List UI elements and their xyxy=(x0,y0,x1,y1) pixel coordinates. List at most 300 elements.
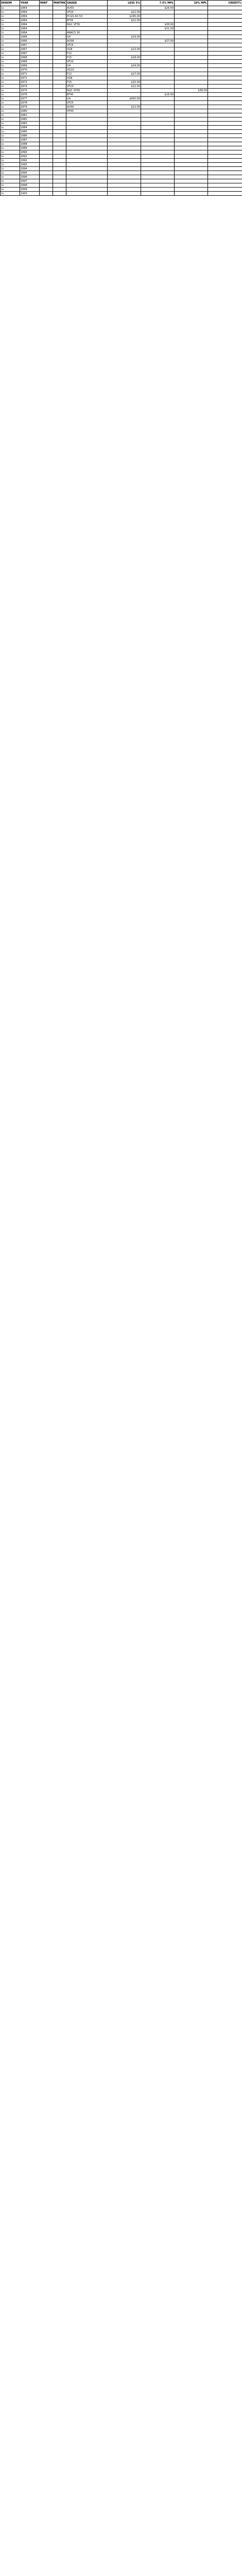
cell-less-5pct[interactable]: $14.00 xyxy=(108,35,141,39)
cell-10pct-mpl[interactable] xyxy=(175,72,208,76)
cell-10pct-mpl[interactable]: $38.00 xyxy=(175,89,208,93)
cell-mint[interactable] xyxy=(40,188,53,192)
cell-year[interactable]: 1890 xyxy=(20,150,40,155)
cell-credit-pct[interactable] xyxy=(208,175,242,179)
cell-10pct-mpl[interactable] xyxy=(175,122,208,126)
cell-7-5pct-mpl[interactable] xyxy=(141,188,175,192)
cell-credit-pct[interactable] xyxy=(208,163,242,167)
cell-10pct-mpl[interactable] xyxy=(175,31,208,35)
cell-credit-pct[interactable] xyxy=(208,27,242,31)
cell-mint[interactable] xyxy=(40,101,53,105)
cell-denom[interactable]: 1c xyxy=(1,47,20,52)
cell-year[interactable]: 1876 xyxy=(20,93,40,97)
cell-denom[interactable]: 1c xyxy=(1,31,20,35)
header-less-5pct[interactable]: LESS 5% xyxy=(108,1,141,6)
cell-10pct-mpl[interactable] xyxy=(175,146,208,150)
cell-denom[interactable]: 1c xyxy=(1,35,20,39)
cell-mintmk[interactable] xyxy=(53,76,66,80)
cell-mint[interactable] xyxy=(40,167,53,171)
cell-7-5pct-mpl[interactable] xyxy=(141,138,175,142)
cell-less-5pct[interactable] xyxy=(108,23,141,27)
cell-10pct-mpl[interactable] xyxy=(175,14,208,19)
cell-7-5pct-mpl[interactable] xyxy=(141,122,175,126)
cell-grade[interactable]: EF40 xyxy=(66,93,108,97)
cell-mint[interactable] xyxy=(40,19,53,23)
cell-less-5pct[interactable] xyxy=(108,117,141,122)
cell-grade[interactable] xyxy=(66,138,108,142)
cell-7-5pct-mpl[interactable] xyxy=(141,97,175,101)
cell-10pct-mpl[interactable] xyxy=(175,167,208,171)
cell-credit-pct[interactable] xyxy=(208,171,242,175)
cell-less-5pct[interactable]: $17.00 xyxy=(108,72,141,76)
cell-less-5pct[interactable] xyxy=(108,134,141,138)
cell-10pct-mpl[interactable] xyxy=(175,52,208,56)
cell-year[interactable]: 1891 xyxy=(20,155,40,159)
cell-10pct-mpl[interactable] xyxy=(175,188,208,192)
cell-7-5pct-mpl[interactable] xyxy=(141,64,175,68)
cell-10pct-mpl[interactable] xyxy=(175,101,208,105)
cell-mintmk[interactable] xyxy=(53,89,66,93)
cell-year[interactable]: 1872 xyxy=(20,76,40,80)
cell-7-5pct-mpl[interactable] xyxy=(141,150,175,155)
cell-denom[interactable]: 1c xyxy=(1,175,20,179)
cell-mintmk[interactable] xyxy=(53,105,66,109)
cell-grade[interactable] xyxy=(66,142,108,146)
cell-year[interactable]: 1864 xyxy=(20,31,40,35)
cell-grade[interactable] xyxy=(66,179,108,183)
cell-mint[interactable] xyxy=(40,122,53,126)
cell-mintmk[interactable] xyxy=(53,64,66,68)
cell-mint[interactable] xyxy=(40,6,53,10)
cell-denom[interactable]: 1c xyxy=(1,109,20,113)
cell-mintmk[interactable] xyxy=(53,142,66,146)
cell-less-5pct[interactable] xyxy=(108,27,141,31)
cell-less-5pct[interactable] xyxy=(108,192,141,196)
cell-grade[interactable]: NGC VF35 xyxy=(66,23,108,27)
cell-7-5pct-mpl[interactable] xyxy=(141,19,175,23)
cell-10pct-mpl[interactable] xyxy=(175,80,208,84)
cell-10pct-mpl[interactable] xyxy=(175,126,208,130)
cell-less-5pct[interactable] xyxy=(108,101,141,105)
cell-less-5pct[interactable] xyxy=(108,122,141,126)
cell-less-5pct[interactable] xyxy=(108,175,141,179)
cell-10pct-mpl[interactable] xyxy=(175,134,208,138)
cell-7-5pct-mpl[interactable] xyxy=(141,31,175,35)
cell-mintmk[interactable] xyxy=(53,183,66,188)
cell-10pct-mpl[interactable] xyxy=(175,138,208,142)
cell-grade[interactable]: G4 xyxy=(66,64,108,68)
cell-year[interactable]: 1900 xyxy=(20,192,40,196)
cell-10pct-mpl[interactable] xyxy=(175,60,208,64)
cell-grade[interactable]: VG10 xyxy=(66,68,108,72)
cell-grade[interactable] xyxy=(66,171,108,175)
cell-mint[interactable] xyxy=(40,35,53,39)
header-denom[interactable]: DENOM xyxy=(1,1,20,6)
cell-denom[interactable]: 1c xyxy=(1,52,20,56)
cell-year[interactable]: 1867 xyxy=(20,47,40,52)
cell-credit-pct[interactable] xyxy=(208,97,242,101)
cell-7-5pct-mpl[interactable] xyxy=(141,47,175,52)
cell-credit-pct[interactable] xyxy=(208,188,242,192)
cell-year[interactable]: 1866 xyxy=(20,39,40,43)
cell-grade[interactable]: XF40 xyxy=(66,109,108,113)
cell-7-5pct-mpl[interactable]: $38.00 xyxy=(141,23,175,27)
cell-denom[interactable]: 1c xyxy=(1,64,20,68)
cell-mint[interactable] xyxy=(40,68,53,72)
cell-mint[interactable] xyxy=(40,150,53,155)
cell-less-5pct[interactable] xyxy=(108,52,141,56)
cell-10pct-mpl[interactable] xyxy=(175,155,208,159)
cell-mint[interactable] xyxy=(40,23,53,27)
cell-year[interactable]: 1879 xyxy=(20,105,40,109)
cell-10pct-mpl[interactable] xyxy=(175,159,208,163)
cell-mint[interactable] xyxy=(40,93,53,97)
cell-mintmk[interactable] xyxy=(53,68,66,72)
cell-10pct-mpl[interactable] xyxy=(175,163,208,167)
cell-mint[interactable] xyxy=(40,52,53,56)
cell-denom[interactable]: 1c xyxy=(1,101,20,105)
cell-credit-pct[interactable] xyxy=(208,31,242,35)
cell-mintmk[interactable] xyxy=(53,126,66,130)
cell-grade[interactable]: ANACS 30 xyxy=(66,31,108,35)
cell-10pct-mpl[interactable] xyxy=(175,150,208,155)
header-mintmk[interactable]: MINTMK xyxy=(53,1,66,6)
cell-mintmk[interactable] xyxy=(53,146,66,150)
cell-denom[interactable]: 1c xyxy=(1,68,20,72)
cell-denom[interactable]: 1c xyxy=(1,60,20,64)
cell-mint[interactable] xyxy=(40,126,53,130)
cell-mintmk[interactable] xyxy=(53,109,66,113)
cell-mintmk[interactable] xyxy=(53,27,66,31)
cell-7-5pct-mpl[interactable] xyxy=(141,109,175,113)
cell-less-5pct[interactable]: $22.00 xyxy=(108,10,141,14)
cell-mint[interactable] xyxy=(40,113,53,117)
cell-grade[interactable]: AU55 xyxy=(66,6,108,10)
cell-less-5pct[interactable] xyxy=(108,68,141,72)
cell-year[interactable]: 1885 xyxy=(20,130,40,134)
cell-year[interactable]: 1870 xyxy=(20,68,40,72)
header-year[interactable]: YEAR xyxy=(20,1,40,6)
cell-7-5pct-mpl[interactable] xyxy=(141,171,175,175)
cell-mintmk[interactable] xyxy=(53,39,66,43)
cell-credit-pct[interactable] xyxy=(208,23,242,27)
cell-less-5pct[interactable]: $195.00 xyxy=(108,14,141,19)
cell-less-5pct[interactable] xyxy=(108,60,141,64)
cell-less-5pct[interactable] xyxy=(108,150,141,155)
cell-denom[interactable]: 1c xyxy=(1,150,20,155)
cell-mintmk[interactable] xyxy=(53,23,66,27)
cell-credit-pct[interactable] xyxy=(208,130,242,134)
cell-10pct-mpl[interactable] xyxy=(175,10,208,14)
cell-denom[interactable]: 1c xyxy=(1,159,20,163)
cell-7-5pct-mpl[interactable] xyxy=(141,14,175,19)
cell-credit-pct[interactable] xyxy=(208,19,242,23)
cell-credit-pct[interactable] xyxy=(208,60,242,64)
cell-7-5pct-mpl[interactable] xyxy=(141,60,175,64)
cell-year[interactable]: 1867 xyxy=(20,43,40,47)
cell-7-5pct-mpl[interactable]: $37.00 xyxy=(141,39,175,43)
cell-mintmk[interactable] xyxy=(53,56,66,60)
cell-credit-pct[interactable] xyxy=(208,80,242,84)
cell-credit-pct[interactable] xyxy=(208,101,242,105)
cell-denom[interactable]: 1c xyxy=(1,6,20,10)
cell-denom[interactable]: 1c xyxy=(1,72,20,76)
cell-10pct-mpl[interactable] xyxy=(175,192,208,196)
cell-year[interactable]: 1881 xyxy=(20,113,40,117)
cell-mintmk[interactable] xyxy=(53,163,66,167)
cell-denom[interactable]: 1c xyxy=(1,39,20,43)
cell-mint[interactable] xyxy=(40,192,53,196)
header-mint[interactable]: MINT xyxy=(40,1,53,6)
cell-10pct-mpl[interactable] xyxy=(175,56,208,60)
cell-grade[interactable] xyxy=(66,188,108,192)
cell-denom[interactable]: 1c xyxy=(1,80,20,84)
cell-denom[interactable]: 1c xyxy=(1,89,20,93)
cell-grade[interactable]: VG8 xyxy=(66,47,108,52)
cell-10pct-mpl[interactable] xyxy=(175,179,208,183)
cell-10pct-mpl[interactable] xyxy=(175,183,208,188)
cell-7-5pct-mpl[interactable] xyxy=(141,192,175,196)
cell-7-5pct-mpl[interactable] xyxy=(141,183,175,188)
cell-grade[interactable] xyxy=(66,146,108,150)
cell-mint[interactable] xyxy=(40,39,53,43)
cell-credit-pct[interactable] xyxy=(208,93,242,97)
cell-credit-pct[interactable] xyxy=(208,43,242,47)
cell-grade[interactable]: VF25 xyxy=(66,101,108,105)
cell-grade[interactable]: VF20 xyxy=(66,60,108,64)
cell-credit-pct[interactable] xyxy=(208,68,242,72)
cell-credit-pct[interactable] xyxy=(208,117,242,122)
cell-year[interactable]: 1892 xyxy=(20,159,40,163)
cell-mintmk[interactable] xyxy=(53,72,66,76)
cell-grade[interactable]: VG8 xyxy=(66,76,108,80)
cell-less-5pct[interactable]: $12.00 xyxy=(108,105,141,109)
cell-denom[interactable]: 1c xyxy=(1,142,20,146)
cell-mintmk[interactable] xyxy=(53,93,66,97)
cell-mintmk[interactable] xyxy=(53,19,66,23)
cell-less-5pct[interactable] xyxy=(108,171,141,175)
cell-grade[interactable]: PCGS AU 53 xyxy=(66,14,108,19)
cell-denom[interactable]: 1c xyxy=(1,183,20,188)
cell-10pct-mpl[interactable] xyxy=(175,109,208,113)
cell-year[interactable]: 1869 xyxy=(20,64,40,68)
cell-denom[interactable]: 1c xyxy=(1,97,20,101)
cell-credit-pct[interactable] xyxy=(208,126,242,130)
cell-less-5pct[interactable] xyxy=(108,146,141,150)
cell-credit-pct[interactable] xyxy=(208,167,242,171)
cell-less-5pct[interactable]: $18.00 xyxy=(108,56,141,60)
cell-7-5pct-mpl[interactable] xyxy=(141,52,175,56)
cell-less-5pct[interactable] xyxy=(108,109,141,113)
cell-less-5pct[interactable]: $15.00 xyxy=(108,80,141,84)
cell-10pct-mpl[interactable] xyxy=(175,97,208,101)
cell-mintmk[interactable] xyxy=(53,43,66,47)
cell-grade[interactable]: F12 xyxy=(66,52,108,56)
cell-mintmk[interactable] xyxy=(53,113,66,117)
cell-less-5pct[interactable] xyxy=(108,31,141,35)
cell-less-5pct[interactable]: $24.00 xyxy=(108,64,141,68)
cell-grade[interactable]: G4 xyxy=(66,35,108,39)
cell-credit-pct[interactable] xyxy=(208,105,242,109)
cell-credit-pct[interactable] xyxy=(208,56,242,60)
cell-7-5pct-mpl[interactable] xyxy=(141,68,175,72)
cell-7-5pct-mpl[interactable] xyxy=(141,84,175,89)
cell-denom[interactable]: 1c xyxy=(1,23,20,27)
cell-7-5pct-mpl[interactable] xyxy=(141,56,175,60)
cell-year[interactable]: 1875 xyxy=(20,89,40,93)
cell-credit-pct[interactable] xyxy=(208,76,242,80)
cell-mint[interactable] xyxy=(40,84,53,89)
cell-year[interactable]: 1896 xyxy=(20,175,40,179)
cell-denom[interactable]: 1c xyxy=(1,171,20,175)
cell-mint[interactable] xyxy=(40,60,53,64)
cell-7-5pct-mpl[interactable] xyxy=(141,10,175,14)
cell-mint[interactable] xyxy=(40,47,53,52)
cell-mint[interactable] xyxy=(40,27,53,31)
cell-mint[interactable] xyxy=(40,10,53,14)
cell-grade[interactable] xyxy=(66,163,108,167)
cell-grade[interactable] xyxy=(66,175,108,179)
cell-grade[interactable]: VF20 xyxy=(66,84,108,89)
cell-denom[interactable]: 1c xyxy=(1,138,20,142)
header-grade[interactable]: GRADE xyxy=(66,1,108,6)
cell-grade[interactable]: VF25 xyxy=(66,43,108,47)
cell-credit-pct[interactable] xyxy=(208,192,242,196)
cell-grade[interactable] xyxy=(66,122,108,126)
cell-mintmk[interactable] xyxy=(53,80,66,84)
cell-year[interactable]: 1898 xyxy=(20,183,40,188)
cell-7-5pct-mpl[interactable]: $18.00 xyxy=(141,93,175,97)
cell-credit-pct[interactable] xyxy=(208,64,242,68)
cell-grade[interactable] xyxy=(66,183,108,188)
cell-7-5pct-mpl[interactable] xyxy=(141,76,175,80)
cell-denom[interactable]: 1c xyxy=(1,122,20,126)
cell-10pct-mpl[interactable] xyxy=(175,171,208,175)
cell-year[interactable]: 1873 xyxy=(20,80,40,84)
cell-grade[interactable]: AU58 xyxy=(66,39,108,43)
cell-7-5pct-mpl[interactable] xyxy=(141,89,175,93)
cell-year[interactable]: 1883 xyxy=(20,122,40,126)
cell-year[interactable]: 1866 xyxy=(20,35,40,39)
cell-denom[interactable]: 1c xyxy=(1,43,20,47)
cell-less-5pct[interactable]: $450.00 xyxy=(108,97,141,101)
cell-denom[interactable]: 1c xyxy=(1,146,20,150)
cell-10pct-mpl[interactable] xyxy=(175,175,208,179)
cell-10pct-mpl[interactable] xyxy=(175,64,208,68)
cell-credit-pct[interactable] xyxy=(208,10,242,14)
cell-credit-pct[interactable] xyxy=(208,109,242,113)
cell-10pct-mpl[interactable] xyxy=(175,117,208,122)
cell-less-5pct[interactable] xyxy=(108,39,141,43)
cell-less-5pct[interactable] xyxy=(108,93,141,97)
cell-less-5pct[interactable] xyxy=(108,89,141,93)
cell-credit-pct[interactable] xyxy=(208,35,242,39)
cell-less-5pct[interactable] xyxy=(108,159,141,163)
cell-mintmk[interactable] xyxy=(53,31,66,35)
cell-grade[interactable]: F15 xyxy=(66,80,108,84)
cell-7-5pct-mpl[interactable] xyxy=(141,113,175,117)
cell-denom[interactable]: 1c xyxy=(1,93,20,97)
cell-denom[interactable]: 1c xyxy=(1,163,20,167)
cell-7-5pct-mpl[interactable] xyxy=(141,142,175,146)
cell-mint[interactable] xyxy=(40,89,53,93)
cell-year[interactable]: 1864 xyxy=(20,10,40,14)
cell-mintmk[interactable] xyxy=(53,52,66,56)
cell-mint[interactable] xyxy=(40,56,53,60)
cell-10pct-mpl[interactable] xyxy=(175,76,208,80)
cell-10pct-mpl[interactable] xyxy=(175,27,208,31)
cell-mint[interactable] xyxy=(40,155,53,159)
cell-denom[interactable]: 1c xyxy=(1,179,20,183)
cell-mintmk[interactable] xyxy=(53,138,66,142)
cell-mintmk[interactable] xyxy=(53,47,66,52)
cell-year[interactable]: 1893 xyxy=(20,163,40,167)
cell-grade[interactable] xyxy=(66,167,108,171)
cell-mint[interactable] xyxy=(40,105,53,109)
cell-mint[interactable] xyxy=(40,72,53,76)
cell-grade[interactable] xyxy=(66,113,108,117)
cell-year[interactable]: 1884 xyxy=(20,126,40,130)
cell-7-5pct-mpl[interactable] xyxy=(141,105,175,109)
cell-mint[interactable] xyxy=(40,159,53,163)
cell-mintmk[interactable] xyxy=(53,60,66,64)
cell-denom[interactable]: 1c xyxy=(1,130,20,134)
cell-grade[interactable] xyxy=(66,126,108,130)
cell-denom[interactable]: 1c xyxy=(1,10,20,14)
cell-grade[interactable]: EF45 xyxy=(66,19,108,23)
cell-year[interactable]: 1894 xyxy=(20,167,40,171)
cell-credit-pct[interactable] xyxy=(208,72,242,76)
cell-mint[interactable] xyxy=(40,163,53,167)
cell-denom[interactable]: 1c xyxy=(1,155,20,159)
cell-10pct-mpl[interactable] xyxy=(175,23,208,27)
cell-grade[interactable] xyxy=(66,155,108,159)
cell-7-5pct-mpl[interactable] xyxy=(141,101,175,105)
cell-year[interactable]: 1868 xyxy=(20,60,40,64)
cell-less-5pct[interactable] xyxy=(108,6,141,10)
cell-10pct-mpl[interactable] xyxy=(175,142,208,146)
cell-mintmk[interactable] xyxy=(53,155,66,159)
cell-less-5pct[interactable] xyxy=(108,142,141,146)
cell-mintmk[interactable] xyxy=(53,159,66,163)
cell-7-5pct-mpl[interactable] xyxy=(141,134,175,138)
cell-credit-pct[interactable] xyxy=(208,89,242,93)
cell-mint[interactable] xyxy=(40,175,53,179)
cell-mintmk[interactable] xyxy=(53,175,66,179)
cell-year[interactable]: 1871 xyxy=(20,72,40,76)
cell-year[interactable]: 1864 xyxy=(20,6,40,10)
cell-less-5pct[interactable] xyxy=(108,163,141,167)
cell-mintmk[interactable] xyxy=(53,10,66,14)
cell-mintmk[interactable] xyxy=(53,192,66,196)
cell-year[interactable]: 1864 xyxy=(20,27,40,31)
cell-less-5pct[interactable]: $12.00 xyxy=(108,84,141,89)
cell-mint[interactable] xyxy=(40,171,53,175)
cell-7-5pct-mpl[interactable]: $28.00 xyxy=(141,6,175,10)
cell-grade[interactable]: VF20 xyxy=(66,10,108,14)
cell-denom[interactable]: 1c xyxy=(1,27,20,31)
cell-credit-pct[interactable] xyxy=(208,179,242,183)
cell-year[interactable]: 1864 xyxy=(20,14,40,19)
cell-denom[interactable]: 1c xyxy=(1,126,20,130)
cell-7-5pct-mpl[interactable] xyxy=(141,43,175,47)
cell-7-5pct-mpl[interactable] xyxy=(141,80,175,84)
cell-credit-pct[interactable] xyxy=(208,39,242,43)
cell-10pct-mpl[interactable] xyxy=(175,19,208,23)
cell-grade[interactable] xyxy=(66,130,108,134)
cell-credit-pct[interactable] xyxy=(208,47,242,52)
cell-10pct-mpl[interactable] xyxy=(175,130,208,134)
